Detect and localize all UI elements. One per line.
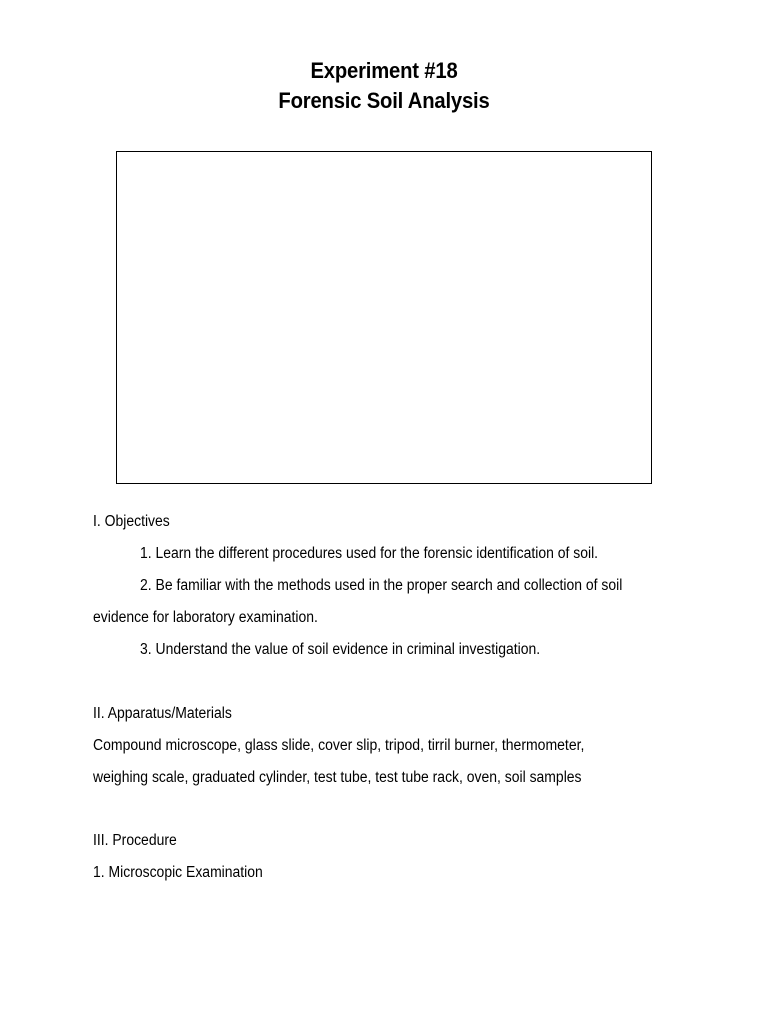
objective-item-3: 3. Understand the value of soil evidence in criminal investigation. (140, 641, 541, 658)
objectives-heading: I. Objectives (93, 513, 170, 530)
objective-item-2-line-1: 2. Be familiar with the methods used in the proper search and collection of soil (140, 577, 623, 594)
figure-placeholder-box (116, 151, 652, 484)
apparatus-list-line-2: weighing scale, graduated cylinder, test tube, test tube rack, oven, soil samples (93, 769, 582, 786)
apparatus-list-line-1: Compound microscope, glass slide, cover slip, tripod, tirril burner, thermometer, (93, 737, 585, 754)
experiment-number-title: Experiment #18 (310, 58, 458, 83)
objective-item-2-line-2: evidence for laboratory examination. (93, 609, 318, 626)
procedure-step-1: 1. Microscopic Examination (93, 864, 263, 881)
experiment-name-title: Forensic Soil Analysis (278, 88, 490, 113)
procedure-heading: III. Procedure (93, 832, 177, 849)
apparatus-heading: II. Apparatus/Materials (93, 705, 232, 722)
objective-item-1: 1. Learn the different procedures used for the forensic identification of soil. (140, 545, 599, 562)
